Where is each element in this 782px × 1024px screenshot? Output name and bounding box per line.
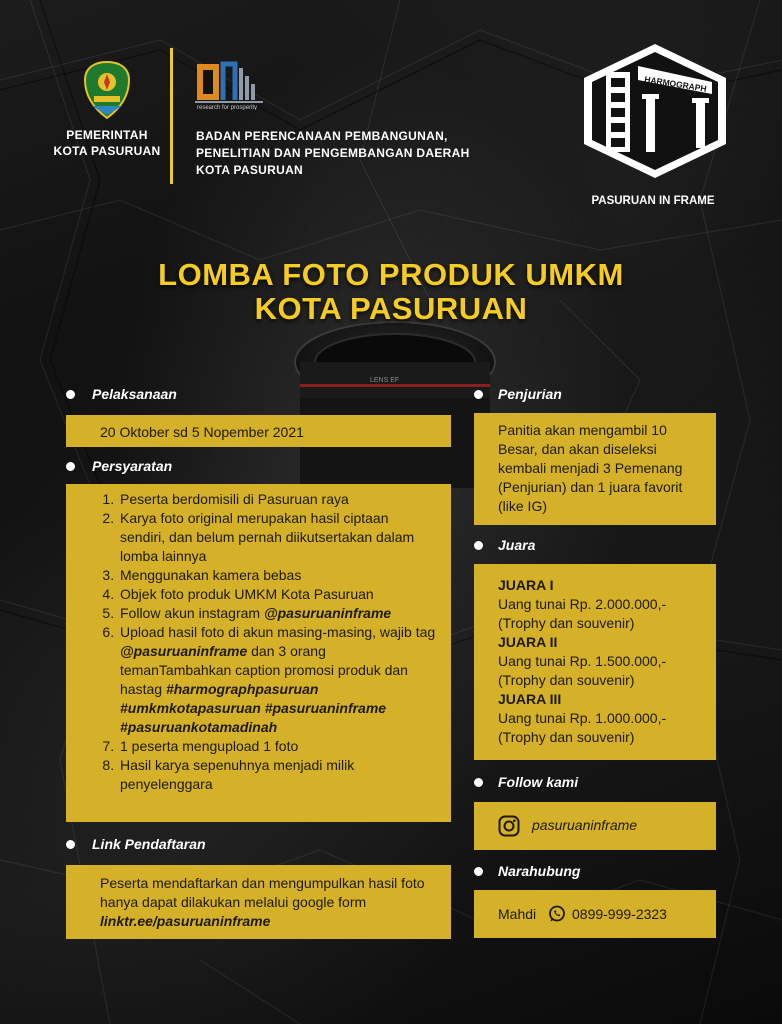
contact-phone[interactable]: 0899-999-2323 (572, 906, 667, 922)
bullet-icon (66, 462, 75, 471)
section-label-pelaksanaan: Pelaksanaan (92, 386, 177, 402)
instagram-tag: @pasuruaninframe (263, 605, 392, 621)
gov-name-line2: KOTA PASURUAN (53, 144, 161, 158)
juara-box (474, 564, 716, 760)
agency-line1: BADAN PERENCANAAN PEMBANGUNAN, (196, 129, 448, 143)
prize-amount: Uang tunai Rp. 1.500.000,- (498, 653, 667, 669)
prize-extra: (Trophy dan souvenir) (498, 615, 635, 631)
follow-box (474, 802, 716, 850)
requirement-item: 2. Karya foto original merupakan hasil ciptaan sendiri, dan belum pernah diikutsertakan dalam lomba lainnya (118, 509, 437, 566)
instagram-icon[interactable] (498, 815, 520, 837)
hashtags: #harmographpasuruan #umkmkotapasuruan #pasuruaninframe #pasuruankotamadinah (120, 681, 387, 735)
requirement-item: 5. Follow akun instagram @pasuruaninframe (118, 604, 437, 623)
requirement-item: 1. Peserta berdomisili di Pasuruan raya (118, 490, 437, 509)
persyaratan-box (66, 484, 451, 822)
penjurian-box (474, 413, 716, 525)
harmograph-logo-text: HARMOGRAPH (643, 74, 708, 94)
prize-title: JUARA I (498, 577, 554, 593)
prize-title: JUARA III (498, 691, 562, 707)
agency-line3: KOTA PASURUAN (196, 163, 304, 177)
requirement-item: 4. Objek foto produk UMKM Kota Pasuruan (118, 585, 437, 604)
requirement-item: 8. Hasil karya sepenuhnya menjadi milik penyelenggara (118, 756, 437, 794)
prize-amount: Uang tunai Rp. 1.000.000,- (498, 710, 667, 726)
gov-name (40, 127, 174, 159)
contact-name: Mahdi (498, 906, 537, 922)
harmograph-caption: PASURUAN IN FRAME (591, 195, 715, 207)
prize-item (498, 633, 708, 690)
prize-item (498, 690, 708, 747)
bullet-icon (66, 840, 75, 849)
registration-link[interactable]: linktr.ee/pasuruaninframe (100, 913, 271, 929)
whatsapp-icon[interactable] (548, 905, 566, 923)
link-pendaftaran-box (66, 865, 451, 939)
section-label-narahubung: Narahubung (498, 863, 581, 879)
title-line2: KOTA PASURUAN (254, 291, 528, 326)
agency-name (196, 128, 470, 179)
section-label-persyaratan: Persyaratan (92, 458, 173, 474)
bullet-icon (474, 541, 483, 550)
requirement-item: 6. Upload hasil foto di akun masing-masing, wajib tag @pasuruaninframe dan 3 orang temanTambahkan caption promosi produk dan hastag #harmographpasuruan #umkmkotapasuruan #pasuruaninframe #pasuruankotamadinah (118, 623, 437, 737)
requirement-item: 3. Menggunakan kamera bebas (118, 566, 437, 585)
section-label-penjurian: Penjurian (498, 386, 562, 402)
pelaksanaan-box (66, 415, 451, 447)
section-label-link-pendaftaran: Link Pendaftaran (92, 836, 206, 852)
bappeda-logo-icon (195, 60, 265, 110)
bullet-icon (66, 390, 75, 399)
lens-text: LENS EF (370, 377, 400, 384)
section-label-follow: Follow kami (498, 774, 579, 790)
harmograph-logo-icon (580, 42, 730, 180)
requirements-list (100, 490, 437, 794)
instagram-tag: @pasuruaninframe (120, 643, 248, 659)
title-line1: LOMBA FOTO PRODUK UMKM (158, 257, 624, 292)
requirement-item: 7. 1 peserta mengupload 1 foto (118, 737, 437, 756)
pelaksanaan-value: 20 Oktober sd 5 Nopember 2021 (100, 424, 304, 440)
bullet-icon (474, 778, 483, 787)
section-label-juara: Juara (498, 537, 536, 553)
prize-item (498, 576, 708, 633)
bullet-icon (474, 390, 483, 399)
instagram-handle[interactable]: pasuruaninframe (532, 817, 638, 833)
bullet-icon (474, 867, 483, 876)
penjurian-text: Panitia akan mengambil 10 Besar, dan akan diseleksi kembali menjadi 3 Pemenang (Penjurian) dan 1 juara favorit (like IG) (498, 422, 683, 514)
narahubung-box (474, 890, 716, 938)
camera-lens-background (290, 300, 500, 500)
prize-amount: Uang tunai Rp. 2.000.000,- (498, 596, 667, 612)
header-divider (170, 48, 173, 184)
page-title (0, 258, 782, 326)
gov-name-line1: PEMERINTAH (66, 128, 148, 142)
prize-extra: (Trophy dan souvenir) (498, 672, 635, 688)
prize-extra: (Trophy dan souvenir) (498, 729, 635, 745)
kota-pasuruan-emblem-icon (82, 60, 132, 120)
prize-title: JUARA II (498, 634, 558, 650)
link-pendaftaran-text: Peserta mendaftarkan dan mengumpulkan hasil foto hanya dapat dilakukan melalui google form (100, 875, 425, 910)
bappeda-logo-text: research for prosperity (197, 105, 258, 110)
agency-line2: PENELITIAN DAN PENGEMBANGAN DAERAH (196, 146, 470, 160)
